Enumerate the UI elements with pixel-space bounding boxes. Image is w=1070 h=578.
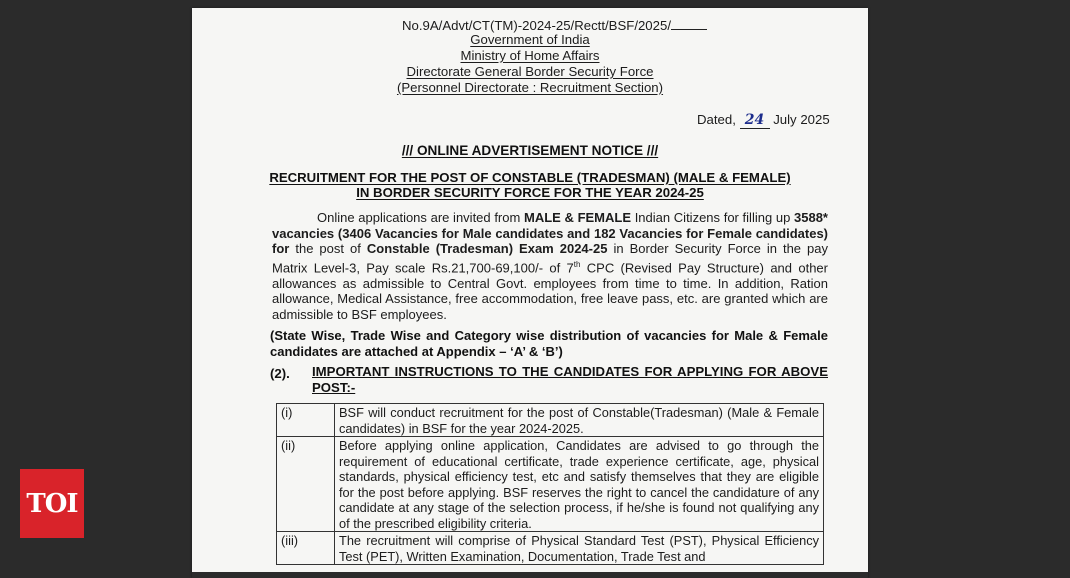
row-text: The recruitment will comprise of Physical Standard Test (PST), Physical Efficiency Test (PET), Written Examination, Documentation, Trade Test and: [335, 532, 824, 565]
file-number: [402, 18, 707, 33]
para1-text-5: CPC (Revised Pay Structure) and other allowances as admissible to Central Govt. employees from time to time. In addition, Ration allowance, Medical Assistance, free accommodation, free leave pass, etc. are granted which are admissible to BSF employees.: [272, 260, 828, 322]
notice-title: /// ONLINE ADVERTISEMENT NOTICE ///: [401, 143, 659, 158]
recruitment-title-line-2: IN BORDER SECURITY FORCE FOR THE YEAR 2024-25: [356, 185, 704, 200]
row-text: BSF will conduct recruitment for the post of Constable(Tradesman) (Male & Female candidates) in BSF for the year 2024-2025.: [335, 404, 824, 437]
header-government: Government of India: [470, 32, 590, 47]
item-2-number: (2).: [270, 366, 290, 381]
para1-bold-1: MALE & FEMALE: [524, 210, 632, 225]
para1-bold-2: 3588* vacancies (3406 Vacancies for Male candidates and 182 Vacancies for Female candidates) for: [272, 210, 828, 257]
para1-text-1: Online applications are invited from: [317, 210, 524, 225]
instructions-table: [276, 403, 824, 565]
dated-label: Dated,: [697, 112, 736, 127]
para1-text-2: Indian Citizens for filling up: [631, 210, 794, 225]
recruitment-title-line-1: RECRUITMENT FOR THE POST OF CONSTABLE (TRADESMAN) (MALE & FEMALE): [269, 170, 791, 185]
toi-logo: TOI: [20, 469, 84, 538]
file-number-blank: [671, 18, 707, 30]
header-section: (Personnel Directorate : Recruitment Section): [396, 80, 664, 95]
date-line: [697, 112, 830, 129]
para1-bold-3: Constable (Tradesman) Exam 2024-25: [366, 241, 608, 257]
row-text: Before applying online application, Candidates are advised to go through the requirement of educational certificate, trade experience certificate, age, physical standards, physical efficiency test, etc and satisfy themselves that they are eligible for the post before applying. BSF reserves the right to cancel the candidature of any candidate at any stage of the selection process, if he/she is found not qualifying any of the prescribed eligibility criteria.: [335, 437, 824, 532]
para1-superscript: th: [573, 259, 581, 269]
para1-text-3: the post of: [289, 241, 367, 257]
header-directorate: Directorate General Border Security Force: [406, 64, 654, 79]
table-row: [277, 404, 824, 437]
table-row: [277, 532, 824, 565]
file-number-text: No.9A/Advt/CT(TM)-2024-25/Rectt/BSF/2025/: [402, 18, 671, 33]
table-row: [277, 437, 824, 532]
row-number: (ii): [277, 437, 335, 532]
row-number: (i): [277, 404, 335, 437]
appendix-note: (State Wise, Trade Wise and Category wise distribution of vacancies for Male & Female candidates are attached at Appendix – ‘A’ & ‘B’): [270, 328, 828, 359]
dated-day-handwritten: 24: [740, 112, 770, 129]
dated-month-year: July 2025: [773, 112, 830, 127]
header-ministry: Ministry of Home Affairs: [460, 48, 600, 63]
page-bottom-edge: [192, 572, 868, 578]
item-2-heading: IMPORTANT INSTRUCTIONS TO THE CANDIDATES FOR APPLYING FOR ABOVE POST:-: [312, 364, 828, 395]
para1-text-4: in Border Security Force in the pay Matrix Level-3, Pay scale Rs.21,700-69,100/- of 7: [272, 241, 828, 276]
document-page: [192, 8, 868, 578]
paragraph-1: [272, 210, 828, 322]
row-number: (iii): [277, 532, 335, 565]
